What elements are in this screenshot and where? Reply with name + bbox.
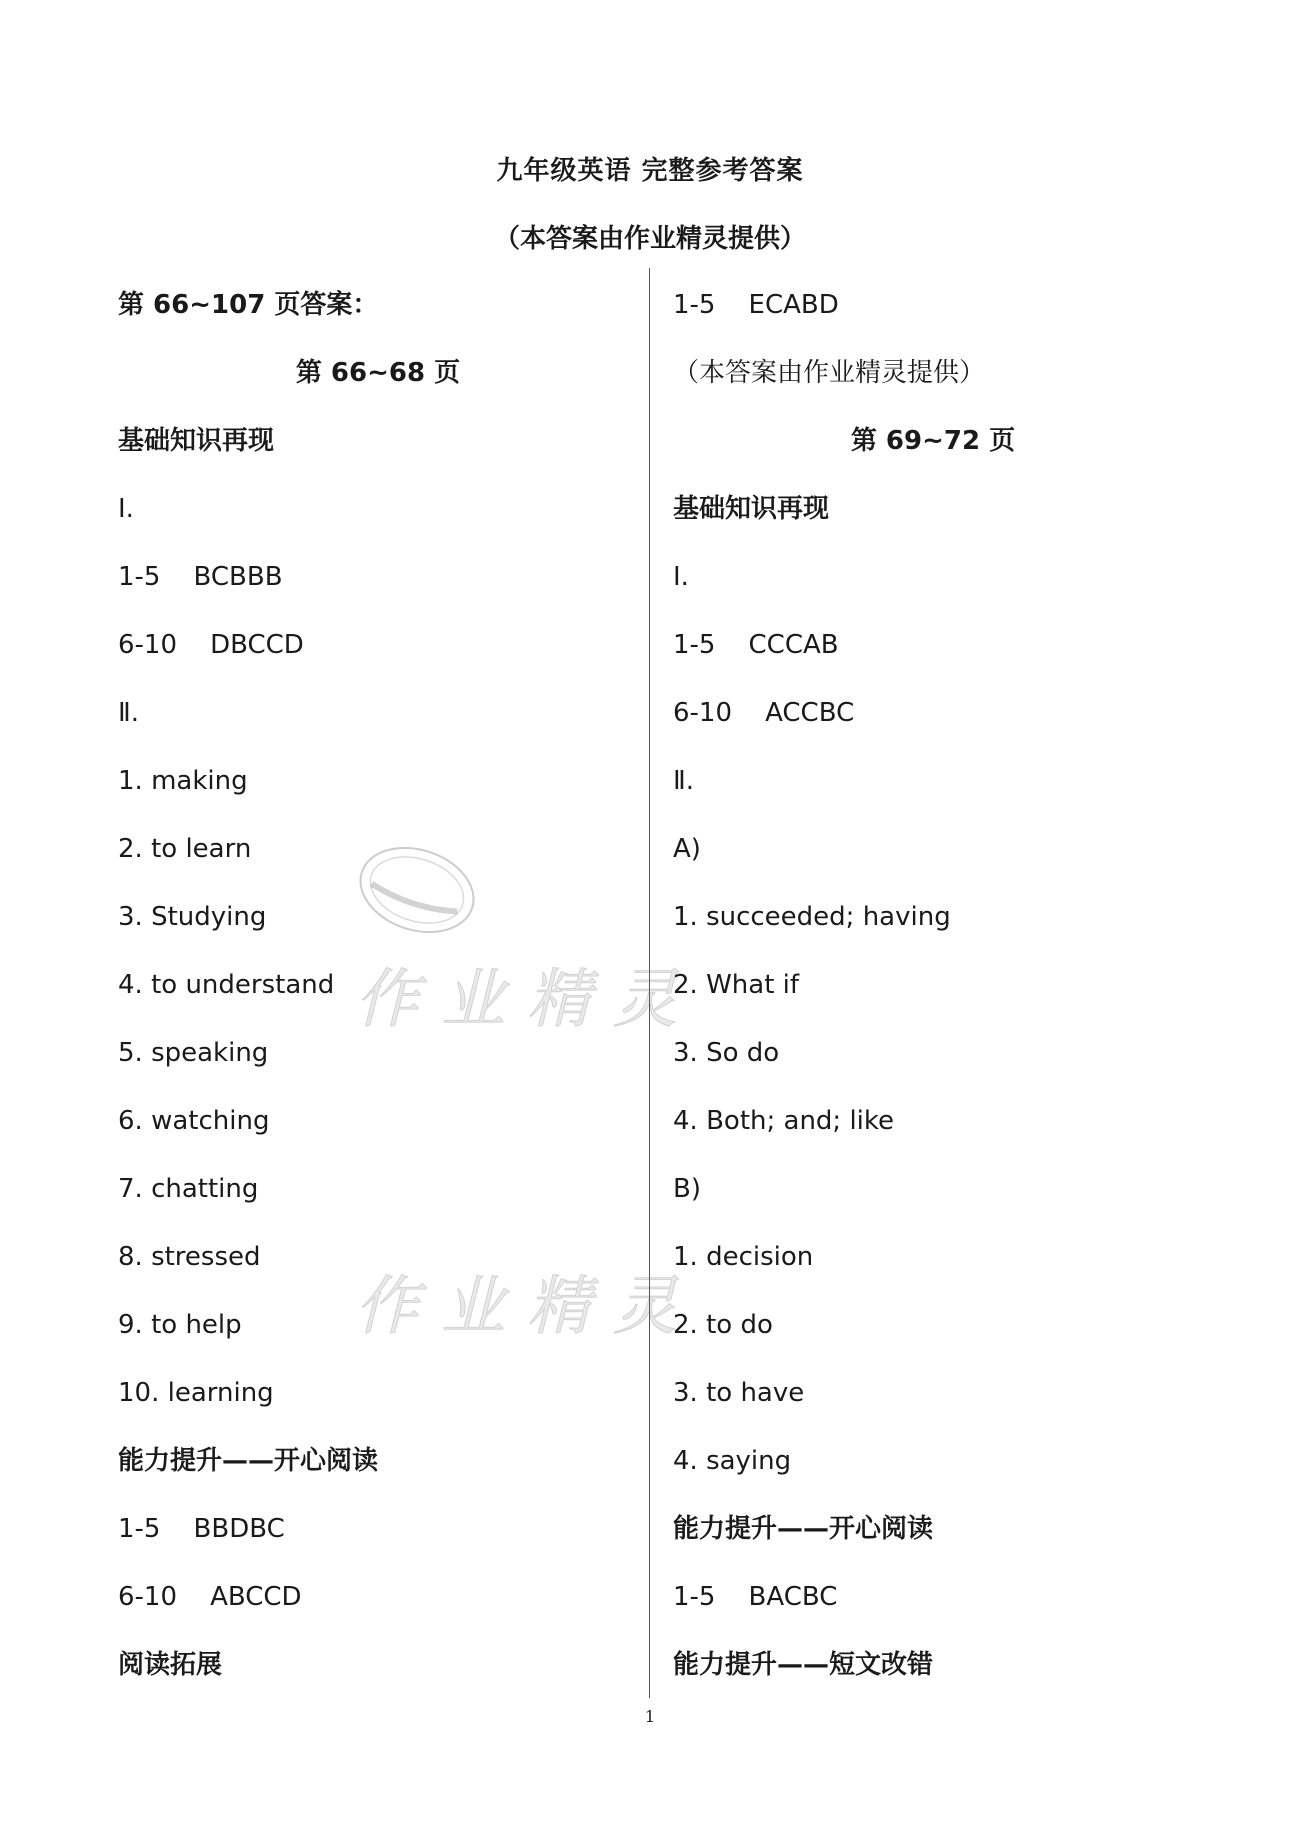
answer-line: 1. succeeded; having	[673, 902, 951, 932]
answer-line: 3. to have	[673, 1378, 805, 1408]
answer-line: 7. chatting	[118, 1174, 259, 1204]
answer-line: 4. Both; and; like	[673, 1106, 895, 1136]
section-heading: 能力提升——开心阅读	[673, 1514, 934, 1544]
answer-line: 10. learning	[118, 1378, 274, 1408]
section-heading: 基础知识再现	[118, 426, 275, 456]
section-page-heading: 第 69~72 页	[850, 426, 1016, 456]
answer-line: 6. watching	[118, 1106, 270, 1136]
section-heading: 基础知识再现	[673, 494, 830, 524]
section-heading: 第 66~107 页答案：	[118, 290, 379, 320]
answer-line: 4. to understand	[118, 970, 335, 1000]
answer-line: A)	[673, 834, 701, 864]
answer-line: 2. to learn	[118, 834, 252, 864]
page-title: 九年级英语 完整参考答案	[496, 156, 804, 186]
answer-line: 5. speaking	[118, 1038, 269, 1068]
answer-line: 9. to help	[118, 1310, 242, 1340]
answer-line: 1-5 CCCAB	[673, 630, 839, 660]
answer-line: B)	[673, 1174, 701, 1204]
section-heading: 阅读拓展	[118, 1650, 223, 1680]
answer-line: 6-10 DBCCD	[118, 630, 304, 660]
answer-line: 1-5 BBDBC	[118, 1514, 285, 1544]
answer-line: 6-10 ACCBC	[673, 698, 855, 728]
answer-line: 1-5 ECABD	[673, 290, 839, 320]
answer-line: Ⅰ.	[673, 562, 689, 592]
answer-line: 6-10 ABCCD	[118, 1582, 302, 1612]
answer-line: 2. to do	[673, 1310, 773, 1340]
answer-line: 4. saying	[673, 1446, 792, 1476]
answer-line: Ⅱ.	[673, 766, 695, 796]
answer-line: （本答案由作业精灵提供）	[673, 358, 986, 388]
answer-line: 1-5 BCBBB	[118, 562, 283, 592]
answer-line: 3. Studying	[118, 902, 267, 932]
answer-line: 1-5 BACBC	[673, 1582, 838, 1612]
section-heading: 能力提升——短文改错	[673, 1650, 934, 1680]
section-heading: 能力提升——开心阅读	[118, 1446, 379, 1476]
section-page-heading: 第 66~68 页	[295, 358, 461, 388]
answer-line: 2. What if	[673, 970, 800, 1000]
watermark-text: 作业精灵	[355, 1270, 699, 1344]
page-number: 1	[644, 1707, 656, 1726]
answer-line: Ⅰ.	[118, 494, 134, 524]
watermark-text: 作业精灵	[355, 963, 699, 1037]
right-answer-column	[673, 279, 1193, 1707]
answer-line: 1. making	[118, 766, 248, 796]
answer-line: Ⅱ.	[118, 698, 140, 728]
answer-line: 8. stressed	[118, 1242, 261, 1272]
page-subtitle: （本答案由作业精灵提供）	[493, 224, 806, 254]
answer-line: 3. So do	[673, 1038, 780, 1068]
answer-line: 1. decision	[673, 1242, 814, 1272]
